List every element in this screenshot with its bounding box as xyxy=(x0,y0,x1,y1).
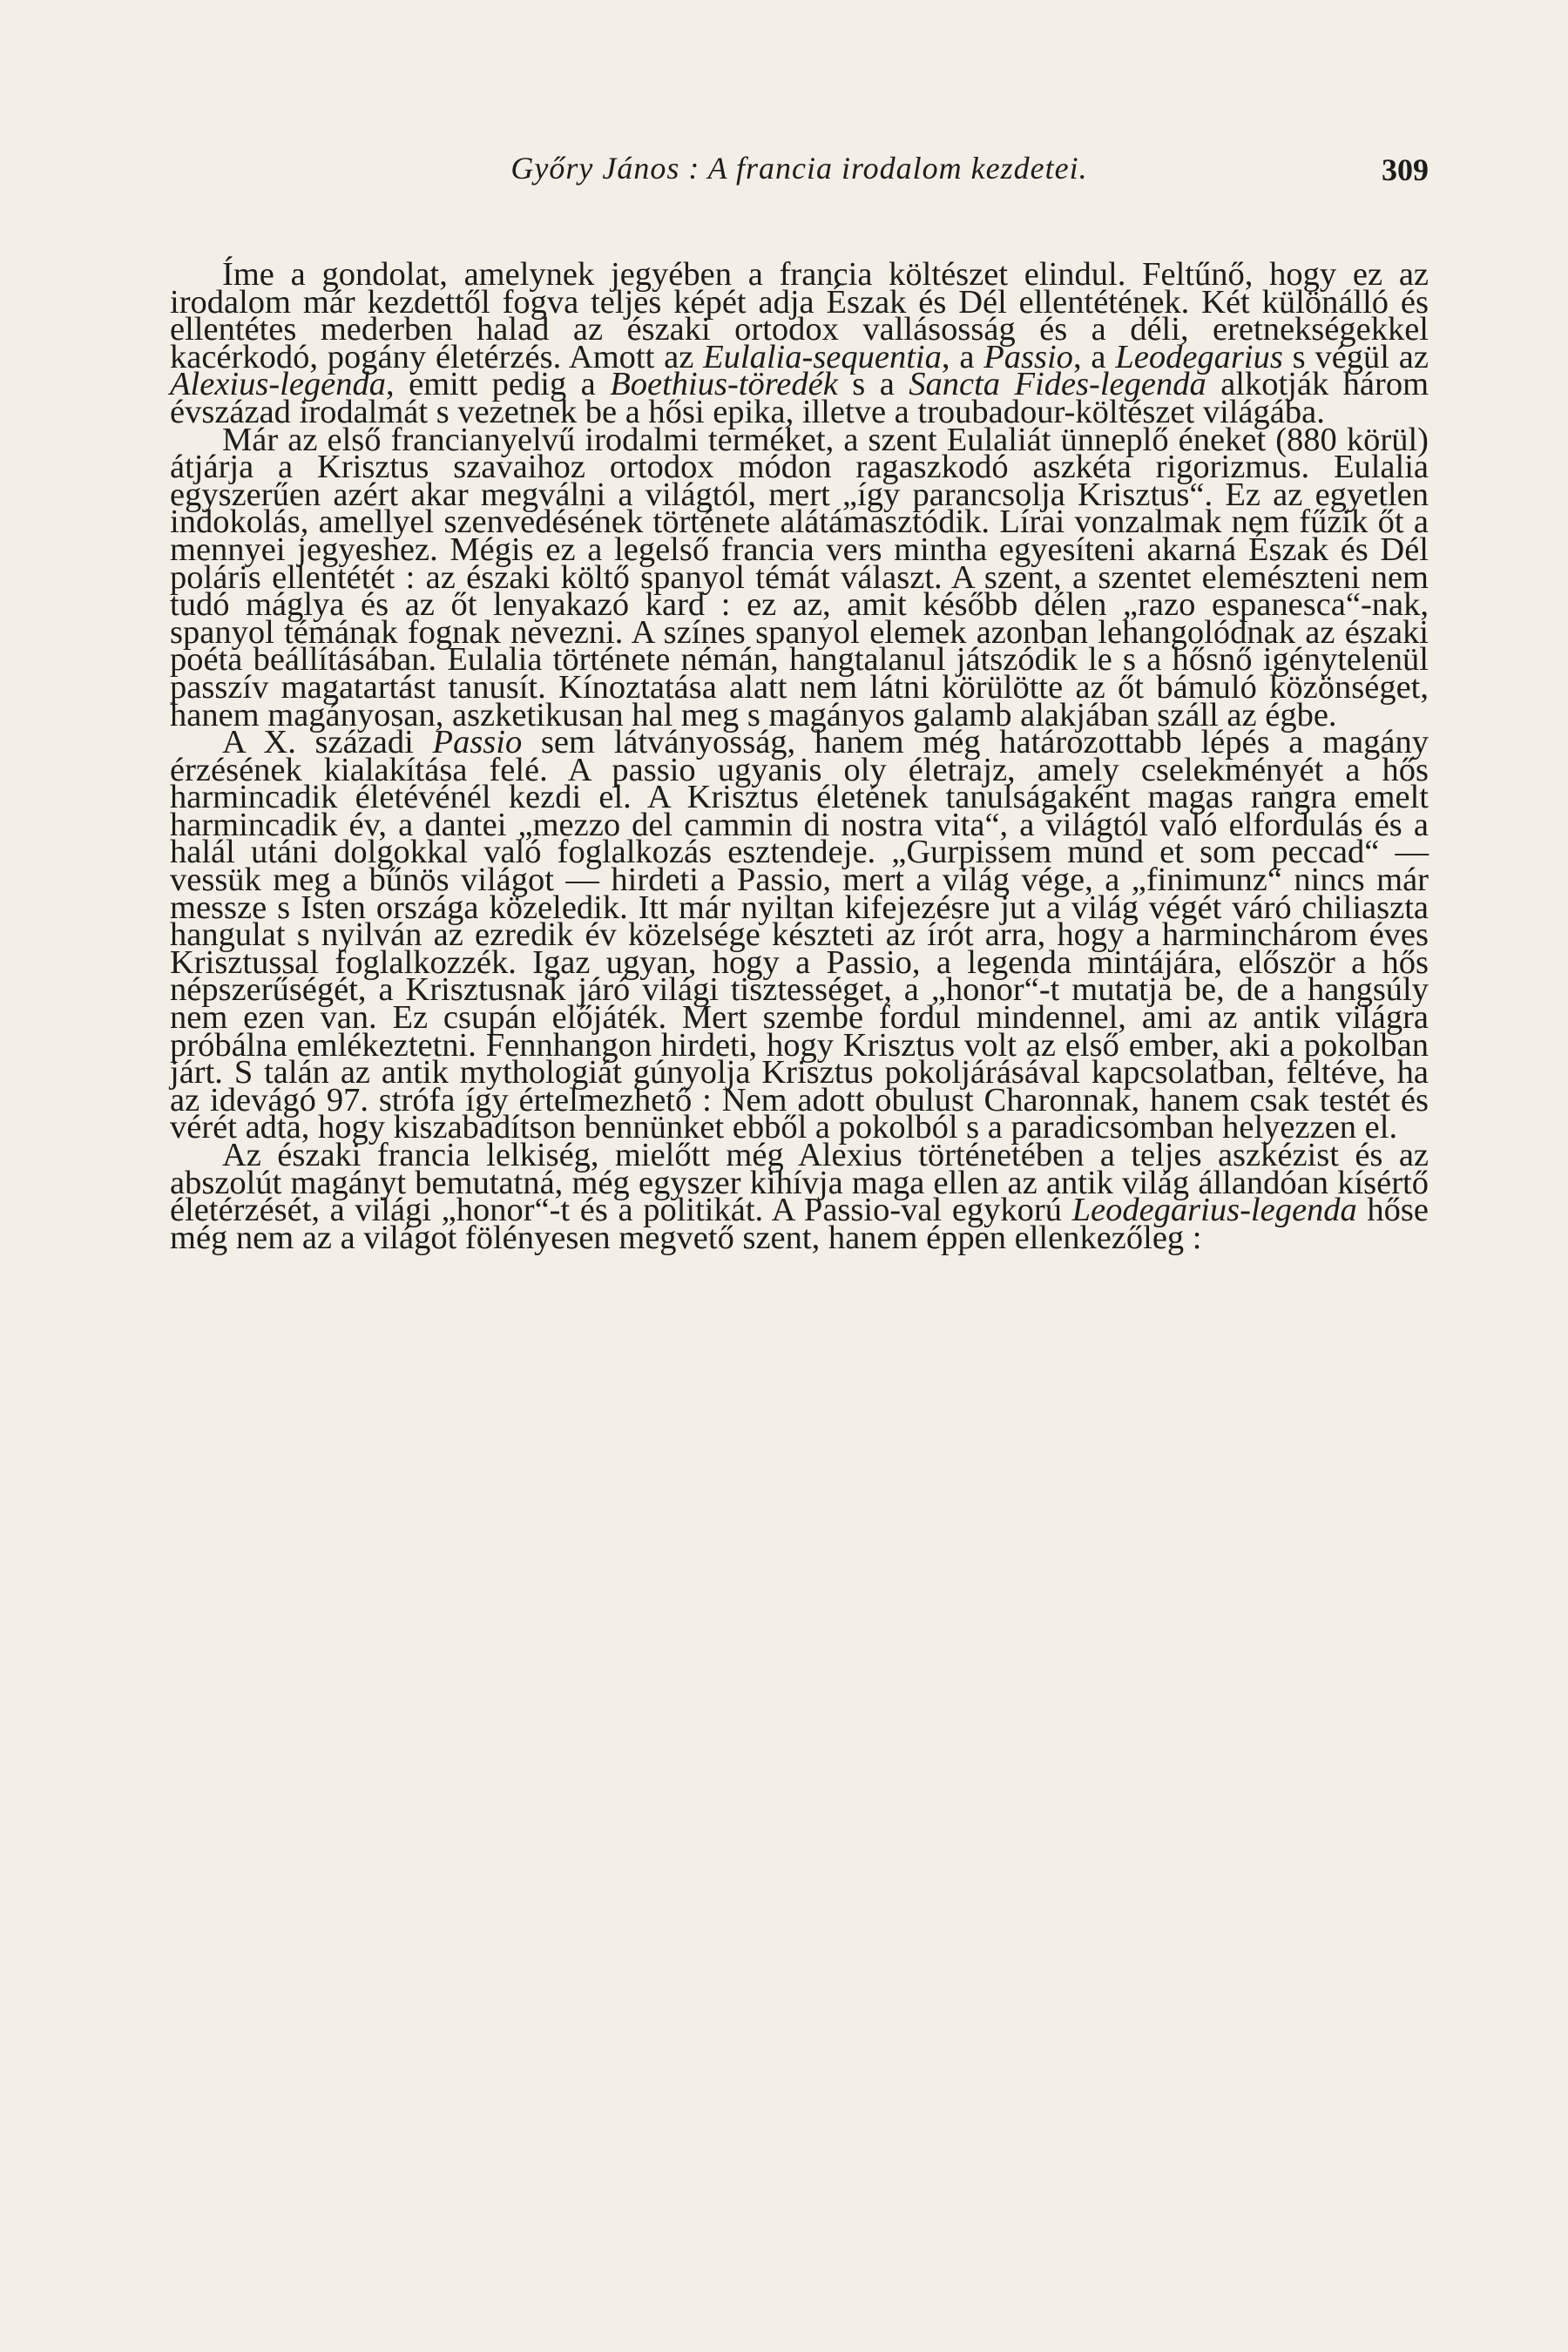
text-run: , a xyxy=(1072,338,1116,375)
text-run: Az északi francia lelkiség, mielőtt még Alexius történetében a teljes aszkézist és az abszolút magányt bemutatná, még egyszer kihívja maga ellen az antik világ állandóan kísértő életérzését, a világi „honor“-t és a politikát. A Passio-val egykorú xyxy=(170,1137,1429,1229)
italic-title-run: Sancta Fides-legenda xyxy=(909,366,1206,403)
italic-title-run: Boethius-töredék xyxy=(610,366,838,403)
paragraph-4 xyxy=(170,1137,1429,1256)
italic-title-run: Passio xyxy=(983,338,1073,375)
italic-title-run: Leodegarius xyxy=(1115,338,1283,375)
text-run: Íme a gondolat, amelynek jegyében a francia költészet elindul. Feltűnő, hogy ez az irodalom már kezdettől fogva teljes képét adja Észak és Dél ellentétének. Két különálló és ellentétes mederben halad az északi ortodox vallásosság és a déli, eretnekségekkel kacérkodó, pogány életérzés. Amott az xyxy=(170,256,1429,375)
italic-title-run: Eulalia-sequentia xyxy=(703,338,942,375)
text-run: , emitt pedig a xyxy=(386,366,611,403)
paragraph-3 xyxy=(170,724,1429,1146)
italic-title-run: Alexius-legenda xyxy=(170,366,387,403)
page-header xyxy=(170,146,1429,199)
text-run: s a xyxy=(837,366,909,403)
running-title: Győry János : A francia irodalom kezdetei. xyxy=(510,151,1088,186)
text-run: s végül az xyxy=(1282,338,1429,375)
text-run: A X. századi xyxy=(222,724,433,761)
italic-title-run: Leodegarius-legenda xyxy=(1071,1192,1357,1229)
text-run: hőse még nem az a világot fölényesen megvető szent, hanem éppen ellenkezőleg : xyxy=(170,1192,1429,1256)
body-text xyxy=(170,256,1429,1256)
text-run: alkotják három évszázad irodalmát s vezetnek be a hősi epika, illetve a troubadour-költészet világába. xyxy=(170,366,1429,430)
page-number: 309 xyxy=(1382,152,1429,187)
text-run: , a xyxy=(941,338,984,375)
paragraph-1 xyxy=(170,256,1429,430)
text-run: Már az első francianyelvű irodalmi terméket, a szent Eulaliát ünneplő éneket (880 körül) átjárja a Krisztus szavaihoz ortodox módon ragaszkodó aszkéta rigorizmus. Eulalia egyszerűen azért akar megválni a világtól, mert „így parancsolja Krisztus“. Ez az egyetlen indokolás, amellyel szenvedésének története alátámasztódik. Lírai vonzalmak nem fűzik őt a mennyei jegyeshez. Mégis ez a legelső francia vers mintha egyesíteni akarná Észak és Dél poláris ellentétét : az északi költő spanyol témát választ. A szent, a szentet elemészteni nem tudó máglya és az őt lenyakazó kard : ez az, amit később délen „razo espanesca“-nak, spanyol témának fognak nevezni. A színes spanyol elemek azonban lehangolódnak az északi poéta beállításában. Eulalia története némán, hangtalanul játszódik le s a hősnő igénytelenül passzív magatartást tanusít. Kínoztatása alatt nem látni körülötte az őt bámuló közönséget, hanem magányosan, aszketikusan hal meg s magányos galamb alakjában száll az égbe. xyxy=(170,421,1429,733)
text-run: sem látványosság, hanem még határozottabb lépés a magány érzésének kialakítása felé. A passio ugyanis oly életrajz, amely cselekményét a hős harmincadik életévénél kezdi el. A Krisztus életének tanulságaként magas rangra emelt harmincadik év, a dantei „mezzo del cammin di nostra vita“, a világtól való elfordulás és a halál utáni dolgokkal való foglalkozás esztendeje. „Gurpissem mund et som peccad“ — vessük meg a bűnös világot — hirdeti a Passio, mert a világ vége, a „finimunz“ nincs már messze s Isten országa közeledik. Itt már nyiltan kifejezésre jut a világ végét váró chiliaszta hangulat s nyilván az ezredik év közelsége készteti az írót arra, hogy a harminchárom éves Krisztussal foglalkozzék. Igaz ugyan, hogy a Passio, a legenda mintájára, először a hős népszerűségét, a Krisztusnak járó világi tisztességet, a „honor“-t mutatja be, de a hangsúly nem ezen van. Ez csupán előjáték. Mert szembe fordul mindennel, ami az antik világra próbálna emlékeztetni. Fennhangon hirdeti, hogy Krisztus volt az első ember, aki a pokolban járt. S talán az antik mythologiát gúnyolja Krisztus pokoljárásával kapcsolatban, feltéve, ha az idevágó 97. strófa így értelmezhető : Nem adott obulust Charonnak, hanem csak testét és vérét adta, hogy kiszabadítson bennünket ebből a pokolból s a paradicsomban helyezzen el. xyxy=(170,724,1429,1146)
italic-title-run: Passio xyxy=(432,724,523,761)
paragraph-2 xyxy=(170,421,1429,733)
